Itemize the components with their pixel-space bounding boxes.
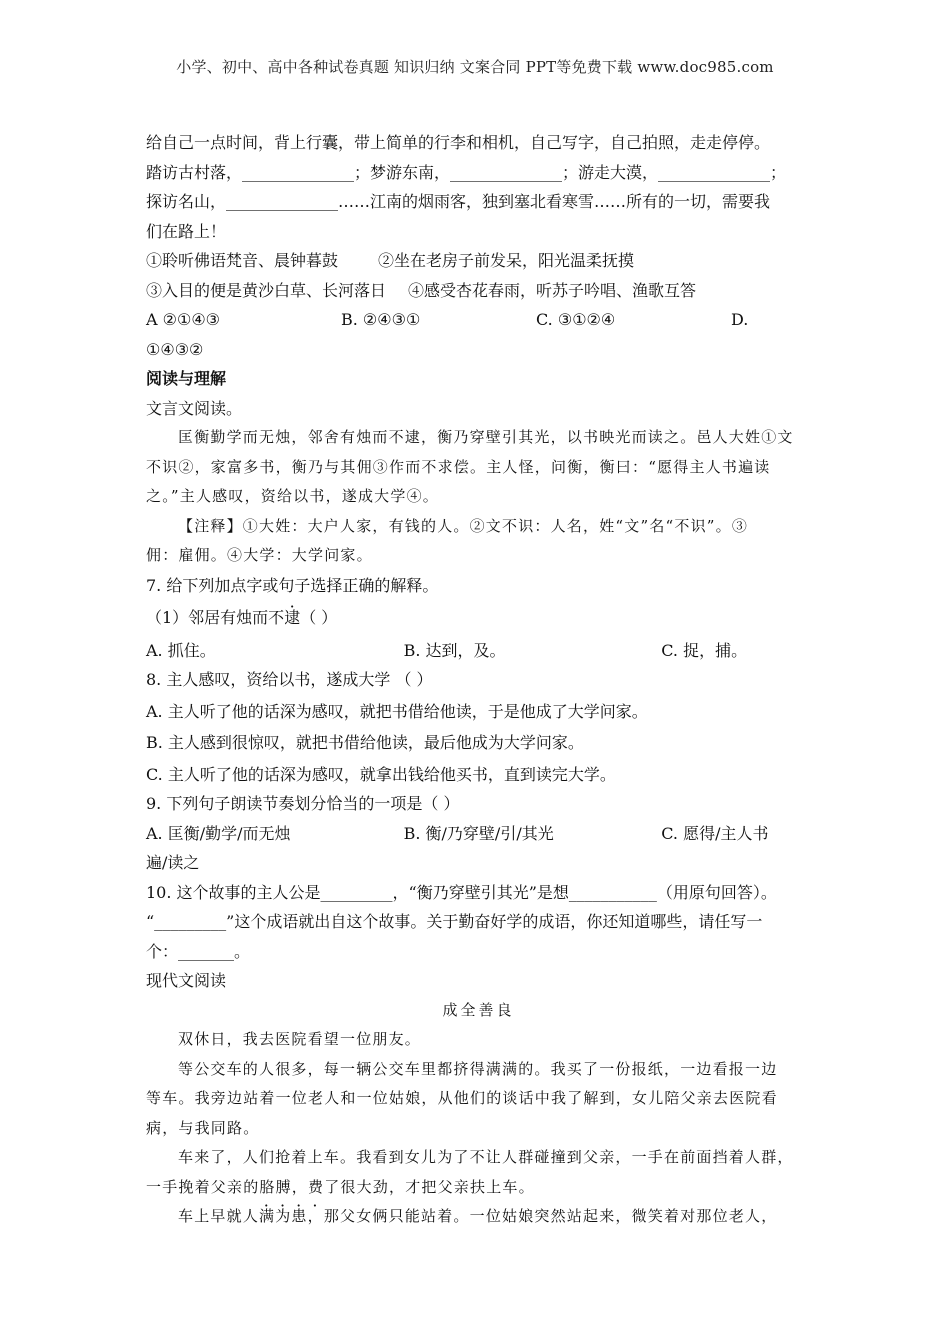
q7-sub-text: （1）邻居有烛而不: [146, 608, 285, 627]
dotted-char: 人: [242, 1207, 260, 1225]
option-d[interactable]: D.: [731, 310, 749, 329]
classical-text-line: 不识②，家富多书，衡乃与其佣③作而不求偿。主人怪，问衡，衡曰：“愿得主人书遍读: [146, 457, 771, 476]
q10-line: 10. 这个故事的主人公是_________，“衡乃穿壁引其光”是想___________（用原句回答）。: [146, 882, 777, 902]
passage-line: 们在路上！: [146, 221, 227, 241]
q10-line: 个：_______。: [146, 941, 251, 961]
option-c[interactable]: C. ③①②④: [536, 310, 616, 329]
notes-line: 佣：雇佣。④大学：大学问家。: [146, 546, 373, 564]
q9-stem: 9. 下列句子朗读节奏划分恰当的一项是（ ）: [146, 794, 460, 813]
q8-option-a[interactable]: A. 主人听了他的话深为感叹，就把书借给他读，于是他成了大学问家。: [146, 701, 648, 721]
dotted-char: 满: [259, 1207, 276, 1225]
story-line: 双休日，我去医院看望一位朋友。: [178, 1030, 422, 1048]
section-title: 阅读与理解: [146, 369, 227, 388]
option-a[interactable]: A. 抓住。: [146, 640, 216, 660]
option-b[interactable]: B. 衡/乃穿壁/引/其光: [403, 823, 554, 843]
passage-line: 踏访古村落，______________；梦游东南，______________；游走大漠，______________；: [146, 162, 787, 182]
q8-option-b[interactable]: B. 主人感到很惊叹，就把书借给他读，最后他成为大学问家。: [146, 733, 584, 752]
option-d-continued: ①④③②: [146, 339, 204, 359]
option-c[interactable]: C. 愿得/主人书: [661, 823, 769, 843]
passage-line: 给自己一点时间，背上行囊，带上简单的行李和相机，自己写字，自己拍照，走走停停。: [146, 133, 771, 152]
notes-line: 【注释】①大姓：大户人家，有钱的人。②文不识：人名，姓“文”名“不识”。③: [178, 516, 749, 535]
story-title: 成全善良: [442, 1000, 515, 1019]
modern-label: 现代文阅读: [146, 971, 227, 990]
q7-stem: 7. 给下列加点字或句子选择正确的解释。: [146, 575, 439, 595]
choice-items-row: [146, 276, 811, 306]
choice-item: ②坐在老房子前发呆，阳光温柔抚摸: [378, 251, 635, 270]
story-line: 一手挽着父亲的胳膊，费了很大劲，才把父亲扶上车。: [146, 1177, 535, 1196]
story-line: 等公交车的人很多，每一辆公交车里都挤得满满的。我买了一份报纸，一边看报一边: [178, 1059, 778, 1078]
choice-item: ③入目的便是黄沙白草、长河落日: [146, 280, 387, 300]
classical-text-line: 之。”主人感叹，资给以书，遂成大学④。: [146, 487, 439, 505]
story-line: [146, 1202, 811, 1232]
answer-blank[interactable]: （ ）: [300, 608, 338, 627]
choice-items-row: [146, 246, 811, 276]
answer-options-row: [146, 305, 811, 335]
dotted-char: 逮: [284, 608, 301, 627]
classical-label: 文言文阅读。: [146, 398, 243, 418]
dotted-phrase: [243, 1207, 308, 1225]
passage-line: 探访名山，______________……江南的烟雨客，独到塞北看寒雪……所有的一切，需要我: [146, 192, 771, 211]
choice-item: ①聆听佛语梵音、晨钟暮鼓: [146, 251, 339, 270]
q7-options-row: [146, 633, 811, 666]
story-text: 车上早就: [178, 1207, 243, 1225]
option-a[interactable]: A. 匡衡/勤学/而无烛: [146, 823, 291, 843]
classical-text-line: 匡衡勤学而无烛，邻舍有烛而不逮，衡乃穿壁引其光，以书映光而读之。邑人大姓①文: [178, 428, 794, 446]
story-line: 病，与我同路。: [146, 1118, 260, 1137]
choice-item: ④感受杏花春雨，听苏子吟唱、渔歌互答: [408, 280, 697, 300]
q9-options-row: [146, 819, 811, 849]
story-line: 等车。我旁边站着一位老人和一位姑娘，从他们的谈话中我了解到，女儿陪父亲去医院看: [146, 1089, 778, 1107]
dotted-char: 患: [291, 1207, 308, 1225]
option-b[interactable]: B. ②④③①: [341, 310, 421, 329]
q7-sub: [146, 600, 811, 633]
q10-line: “_________”这个成语就出自这个故事。关于勤奋好学的成语，你还知道哪些，请任写一: [146, 912, 763, 931]
option-a[interactable]: A ②①④③: [146, 310, 221, 329]
option-c[interactable]: C. 捉，捕。: [661, 640, 748, 660]
story-line: 车来了，人们抢着上车。我看到女儿为了不让人群碰撞到父亲，一手在前面挡着人群，: [178, 1148, 794, 1166]
q8-option-c[interactable]: C. 主人听了他的话深为感叹，就拿出钱给他买书，直到读完大学。: [146, 764, 616, 784]
document-body: [146, 128, 811, 1232]
q8-stem: 8. 主人感叹，资给以书，遂成大学 （ ）: [146, 670, 433, 689]
page-header: 小学、初中、高中各种试卷真题 知识归纳 文案合同 PPT等免费下载 www.doc985.com: [176, 58, 774, 76]
q9-option-c-continued: 遍/读之: [146, 853, 200, 872]
dotted-char: 为: [275, 1207, 292, 1225]
story-text: ，那父女俩只能站着。一位姑娘突然站起来，微笑着对那位老人，: [307, 1207, 778, 1225]
option-b[interactable]: B. 达到，及。: [403, 640, 506, 660]
